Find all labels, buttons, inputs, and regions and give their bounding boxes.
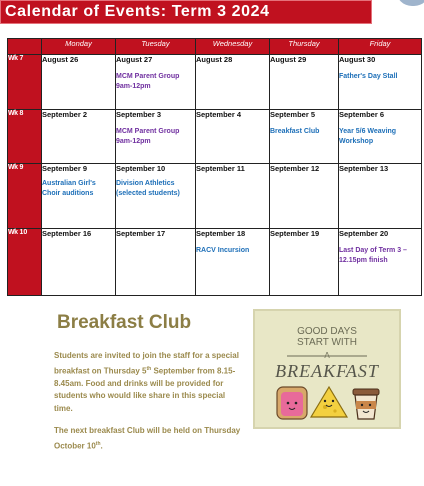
image-text-3: A [324, 351, 330, 360]
title-banner [0, 0, 372, 24]
day-cell [196, 164, 270, 229]
day-cell [42, 110, 116, 164]
week-label: Wk 7 [8, 55, 42, 110]
coffee-cup-icon [353, 389, 379, 419]
page-title: Calendar of Events: Term 3 2024 [5, 3, 270, 20]
date-label: August 26 [42, 55, 79, 64]
date-label: September 3 [116, 110, 162, 119]
date-label: September 20 [339, 229, 389, 238]
day-cell [116, 55, 196, 110]
day-header: Friday [339, 39, 422, 55]
breakfast-paragraph-1: Students are invited to join the staff for a special breakfast on Thursday 5th September from 8.15-8.45am. Food and drinks will be provided for students who would like share in this special time. [54, 351, 239, 413]
day-header: Wednesday [196, 39, 270, 55]
event-label: Division Athletics (selected students) [116, 180, 180, 197]
day-cell [116, 164, 196, 229]
day-cell [116, 110, 196, 164]
day-header: Monday [42, 39, 116, 55]
event-label: Year 5/6 Weaving Workshop [339, 128, 397, 145]
date-label: September 6 [339, 110, 385, 119]
day-cell [270, 110, 339, 164]
day-cell [270, 229, 339, 296]
event-label: Australian Girl's Choir auditions [42, 180, 96, 197]
corner-cell [8, 39, 42, 55]
breakfast-paragraph-2: The next breakfast Club will be held on Thursday October 10th. [54, 426, 241, 451]
date-label: September 5 [270, 110, 316, 119]
day-cell [196, 55, 270, 110]
breakfast-illustration [253, 309, 401, 429]
date-label: September 16 [42, 229, 92, 238]
toast-icon [277, 387, 307, 419]
date-label: September 12 [270, 164, 320, 173]
event-label: Last Day of Term 3 – 12.15pm finish [339, 247, 407, 264]
event-label: Breakfast Club [270, 128, 320, 135]
date-label: August 29 [270, 55, 307, 64]
day-cell [42, 164, 116, 229]
events-calendar [7, 38, 422, 296]
breakfast-club-heading: Breakfast Club [57, 312, 192, 333]
week-label: Wk 8 [8, 110, 42, 164]
week-row [8, 110, 422, 164]
date-label: August 27 [116, 55, 153, 64]
calendar-header-row [8, 39, 422, 55]
date-label: September 18 [196, 229, 246, 238]
day-cell [270, 55, 339, 110]
day-cell [42, 55, 116, 110]
date-label: September 17 [116, 229, 166, 238]
image-text-2: START WITH [297, 337, 357, 348]
day-cell [339, 164, 422, 229]
corner-decoration [396, 0, 424, 6]
cheese-icon [311, 387, 347, 417]
date-label: September 13 [339, 164, 389, 173]
image-text-1: GOOD DAYS [297, 326, 357, 337]
day-cell [339, 110, 422, 164]
date-label: September 4 [196, 110, 242, 119]
week-row [8, 229, 422, 296]
day-cell [339, 55, 422, 110]
day-cell [339, 229, 422, 296]
image-text-4: BREAKFAST [275, 361, 379, 381]
date-label: September 19 [270, 229, 320, 238]
week-row [8, 55, 422, 110]
date-label: September 11 [196, 164, 245, 173]
date-label: August 28 [196, 55, 233, 64]
week-label: Wk 10 [8, 229, 42, 296]
day-cell [270, 164, 339, 229]
day-header: Tuesday [116, 39, 196, 55]
event-label: MCM Parent Group 9am-12pm [116, 73, 180, 90]
day-cell [116, 229, 196, 296]
event-label: Father's Day Stall [339, 73, 398, 80]
date-label: September 9 [42, 164, 88, 173]
day-cell [196, 110, 270, 164]
breakfast-graphic [255, 311, 399, 427]
date-label: September 10 [116, 164, 166, 173]
day-cell [196, 229, 270, 296]
week-row [8, 164, 422, 229]
date-label: September 2 [42, 110, 88, 119]
event-label: RACV Incursion [196, 247, 250, 254]
date-label: August 30 [339, 55, 376, 64]
day-header: Thursday [270, 39, 339, 55]
day-cell [42, 229, 116, 296]
event-label: MCM Parent Group 9am-12pm [116, 128, 180, 145]
week-label: Wk 9 [8, 164, 42, 229]
